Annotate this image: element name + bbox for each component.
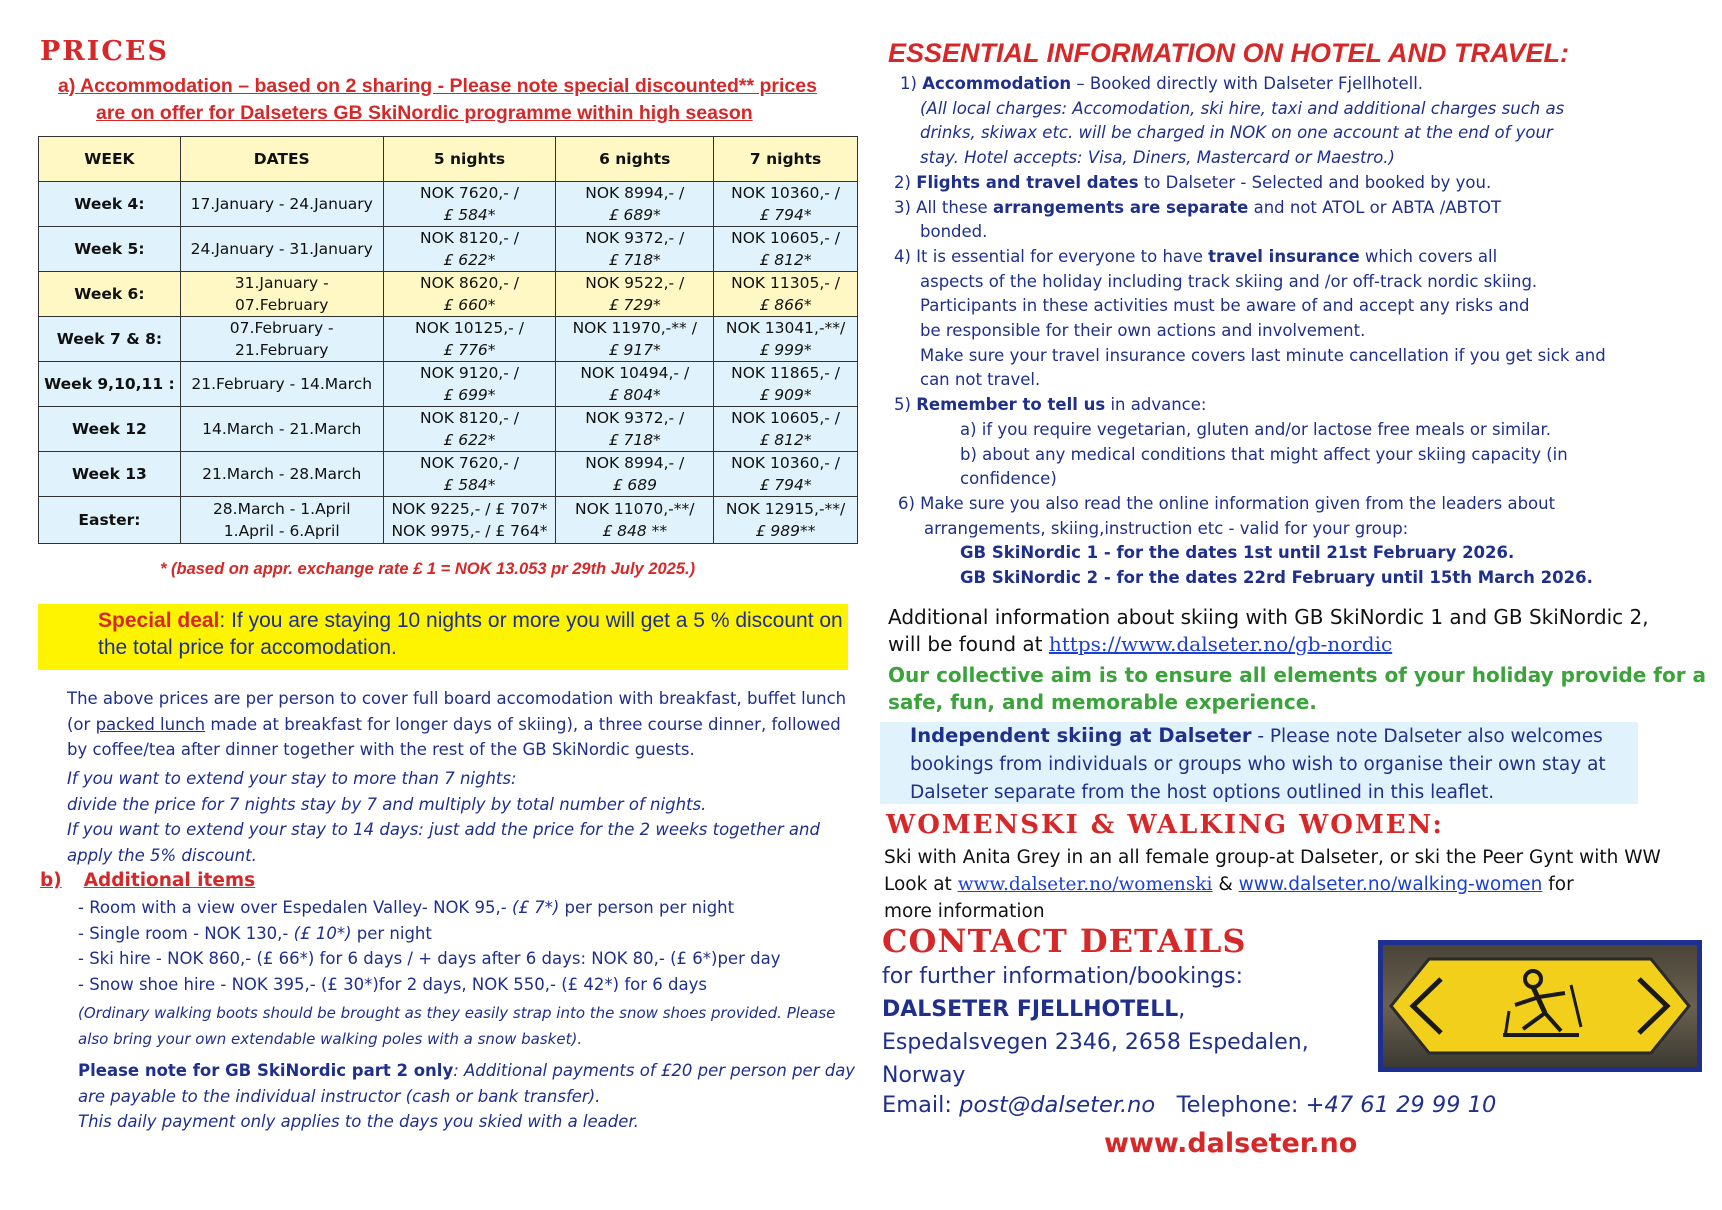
extend-line-2: divide the price for 7 nights stay by 7 and multiply by total number of nights. bbox=[67, 794, 707, 814]
date-range: 17.January - 24.January bbox=[190, 195, 373, 213]
gb-note-line3: This daily payment only applies to the days you skied with a leader. bbox=[78, 1112, 639, 1131]
independent-skiing-box bbox=[880, 722, 1638, 804]
header-dates: DATES bbox=[180, 137, 383, 182]
price-gbp: £ 848 ** bbox=[602, 522, 668, 540]
list-item-text: per night bbox=[351, 923, 432, 943]
price-nok: NOK 11070,-**/ bbox=[575, 500, 695, 518]
price-cell-c5 bbox=[383, 497, 556, 544]
header-5-nights: 5 nights bbox=[383, 137, 556, 182]
week-label: Week 5: bbox=[74, 240, 145, 258]
price-gbp: £ 689* bbox=[608, 206, 661, 224]
table-row bbox=[39, 227, 858, 272]
price-cell-c7 bbox=[714, 227, 858, 272]
price-gbp: £ 584* bbox=[443, 206, 496, 224]
price-nok: NOK 9372,- / bbox=[585, 229, 685, 247]
price-nok: NOK 10605,- / bbox=[731, 409, 840, 427]
dates-cell bbox=[180, 227, 383, 272]
packed-lunch-link[interactable]: packed lunch bbox=[95, 714, 206, 734]
info-item-5: 5) Remember to tell us in advance: bbox=[894, 395, 1207, 415]
price-cell-c7 bbox=[714, 362, 858, 407]
gb-note-rest: : Additional payments of £20 per person per day are payable to the individual instructor (cash or bank transfer). bbox=[78, 1061, 856, 1106]
week-label: Week 13 bbox=[72, 465, 147, 483]
date-range: 07.February - bbox=[229, 319, 334, 337]
price-nok: NOK 10360,- / bbox=[731, 454, 840, 472]
table-row bbox=[39, 497, 858, 544]
price-nok: NOK 8994,- / bbox=[585, 184, 685, 202]
hotel-name: DALSETER FJELLHOTELL bbox=[882, 997, 1179, 1022]
gb-note-bold: Please note for GB SkiNordic part 2 only bbox=[78, 1061, 454, 1080]
website-link[interactable]: www.dalseter.no bbox=[1104, 1128, 1358, 1159]
price-gbp: NOK 9975,- / £ 764* bbox=[391, 522, 548, 540]
price-nok: NOK 11865,- / bbox=[731, 364, 840, 382]
info-item-4-cont: be responsible for their own actions and involvement. bbox=[920, 321, 1366, 341]
price-nok: NOK 8994,- / bbox=[585, 454, 685, 472]
prices-description bbox=[67, 686, 847, 763]
telephone-label: Telephone: bbox=[1155, 1092, 1306, 1118]
price-cell-c6 bbox=[556, 317, 714, 362]
independent-skiing-label: Independent skiing at Dalseter bbox=[910, 724, 1252, 747]
collective-aim: Our collective aim is to ensure all elements of your holiday provide for a safe, fun, and memorable experience. bbox=[888, 663, 1707, 714]
additional-items-heading bbox=[40, 870, 277, 891]
info-item-2: 2) Flights and travel dates to Dalseter - Selected and booked by you. bbox=[894, 172, 1492, 192]
info-item-4-cont: aspects of the holiday including track skiing and /or off-track nordic skiing. bbox=[920, 271, 1538, 291]
gb-nordic-link[interactable]: https://www.dalseter.no/gb-nordic bbox=[1048, 632, 1393, 656]
week-label: Week 7 & 8: bbox=[56, 330, 163, 348]
info-item-1-note: drinks, skiwax etc. will be charged in NOK on one account at the end of your bbox=[920, 123, 1553, 143]
week-cell bbox=[39, 227, 181, 272]
price-gbp: £ 689 bbox=[612, 476, 657, 494]
special-deal-box bbox=[38, 604, 848, 670]
list-item-text: - Ski hire - NOK 860,- (£ 66*) for 6 days / + days after 6 days: NOK 80,- (£ 6*)per day bbox=[78, 949, 781, 968]
extend-line-1: If you want to extend your stay to more than 7 nights: bbox=[67, 769, 517, 788]
dates-cell bbox=[180, 272, 383, 317]
price-cell-c6 bbox=[556, 182, 714, 227]
price-gbp: £ 622* bbox=[443, 251, 496, 269]
price-nok: NOK 7620,- / bbox=[419, 184, 519, 202]
list-item-text: (£ 7*) bbox=[511, 898, 560, 917]
price-nok: NOK 11970,-** / bbox=[572, 319, 697, 337]
info-item-1: 1) Accommodation – Booked directly with Dalseter Fjellhotell. bbox=[900, 74, 1424, 93]
date-range: 07.February bbox=[235, 296, 329, 314]
date-range: 31.January - bbox=[234, 274, 329, 292]
date-range: 24.January - 31.January bbox=[190, 240, 373, 258]
exchange-rate-footnote: * (based on appr. exchange rate £ 1 = NOK 13.053 pr 29th July 2025.) bbox=[160, 560, 696, 578]
gb-skinordic-1-dates: GB SkiNordic 1 - for the dates 1st until 21st February 2026. bbox=[960, 543, 1515, 563]
price-gbp: £ 660* bbox=[443, 296, 496, 314]
womenski-line3: more information bbox=[884, 901, 1045, 922]
info-item-4-cont: can not travel. bbox=[920, 370, 1041, 390]
price-cell-c6 bbox=[556, 227, 714, 272]
list-item-text: - Single room - NOK 130,- bbox=[78, 923, 294, 943]
price-gbp: £ 718* bbox=[608, 431, 661, 449]
price-nok: NOK 10494,- / bbox=[580, 364, 690, 382]
womenski-line1: Ski with Anita Grey in an all female group-at Dalseter, or ski the Peer Gynt with WW bbox=[884, 847, 1661, 868]
price-nok: NOK 10125,- / bbox=[415, 319, 524, 337]
price-nok: NOK 8620,- / bbox=[419, 274, 519, 292]
price-nok: NOK 9522,- / bbox=[585, 274, 685, 292]
date-range: 28.March - 1.April bbox=[212, 500, 351, 518]
price-nok: NOK 9372,- / bbox=[585, 409, 685, 427]
table-row bbox=[39, 452, 858, 497]
accommodation-subheading bbox=[58, 73, 858, 127]
price-cell-c5 bbox=[383, 452, 556, 497]
price-cell-c7 bbox=[714, 407, 858, 452]
contact-details: for further information/bookings: DALSETER FJELLHOTELL, Espedalsvegen 2346, 2658 Espedalen, Norway bbox=[882, 960, 1442, 1092]
additional-info-prefix: will be found at bbox=[888, 632, 1049, 656]
date-range: 21.February bbox=[235, 341, 329, 359]
additional-info-line1: Additional information about skiing with GB SkiNordic 1 and GB SkiNordic 2, bbox=[888, 605, 1649, 629]
price-gbp: £ 999* bbox=[759, 341, 812, 359]
prices-description-text: The above prices are per person to cover full board accomodation with breakfast, buffet lunch (or bbox=[67, 689, 847, 734]
date-range: 21.March - 28.March bbox=[202, 465, 362, 483]
ski-sign-photo bbox=[1378, 940, 1702, 1072]
price-cell-c7 bbox=[714, 317, 858, 362]
dates-cell bbox=[180, 317, 383, 362]
price-gbp: £ 812* bbox=[759, 251, 812, 269]
womenski-link[interactable]: www.dalseter.no/womenski bbox=[957, 874, 1213, 895]
info-item-4-cont: Make sure your travel insurance covers last minute cancellation if you get sick and bbox=[920, 345, 1606, 365]
date-range: 1.April - 6.April bbox=[223, 522, 340, 540]
table-row bbox=[39, 272, 858, 317]
price-gbp: £ 794* bbox=[759, 206, 812, 224]
prices-heading: PRICES bbox=[40, 36, 169, 67]
additional-items-title: Additional items bbox=[83, 870, 256, 891]
date-range: 14.March - 21.March bbox=[202, 420, 362, 438]
week-cell bbox=[39, 272, 181, 317]
email-phone-line bbox=[882, 1092, 1722, 1118]
womenski-ampersand: & bbox=[1212, 874, 1239, 895]
price-cell-c6 bbox=[556, 452, 714, 497]
list-item-text: - Room with a view over Espedalen Valley- NOK 95,- bbox=[78, 898, 512, 917]
price-cell-c6 bbox=[556, 407, 714, 452]
price-gbp: £ 866* bbox=[759, 296, 812, 314]
price-cell-c5 bbox=[383, 272, 556, 317]
price-cell-c7 bbox=[714, 182, 858, 227]
week-cell bbox=[39, 407, 181, 452]
womenski-info bbox=[884, 844, 1722, 925]
essential-info-heading: ESSENTIAL INFORMATION ON HOTEL AND TRAVEL: bbox=[888, 38, 1569, 68]
price-nok: NOK 9120,- / bbox=[419, 364, 519, 382]
price-cell-c6 bbox=[556, 497, 714, 544]
info-item-1-note: stay. Hotel accepts: Visa, Diners, Mastercard or Maestro.) bbox=[920, 148, 1395, 168]
list-item bbox=[78, 895, 858, 921]
price-nok: NOK 11305,- / bbox=[731, 274, 840, 292]
price-cell-c5 bbox=[383, 182, 556, 227]
list-item-text: per person per night bbox=[559, 898, 735, 917]
price-nok: NOK 13041,-**/ bbox=[725, 319, 846, 337]
dates-cell bbox=[180, 182, 383, 227]
prices-description-text-end: made at breakfast for longer days of skiing), a three course dinner, followed by coffee/tea after dinner together with the rest of the GB SkiNordic guests. bbox=[67, 714, 841, 759]
price-gbp: £ 812* bbox=[759, 431, 812, 449]
info-item-3-cont: bonded. bbox=[920, 222, 988, 242]
price-cell-c5 bbox=[383, 317, 556, 362]
week-label: Week 6: bbox=[74, 285, 145, 303]
price-cell-c7 bbox=[714, 497, 858, 544]
price-nok: NOK 12915,-**/ bbox=[725, 500, 846, 518]
hotel-country: Norway bbox=[882, 1063, 966, 1088]
table-row bbox=[39, 362, 858, 407]
price-nok: NOK 10360,- / bbox=[731, 184, 840, 202]
week-cell bbox=[39, 317, 181, 362]
week-cell bbox=[39, 497, 181, 544]
price-gbp: £ 776* bbox=[443, 341, 496, 359]
accommodation-subheading-line1: a) Accommodation – based on 2 sharing - Please note special discounted** prices bbox=[58, 75, 817, 97]
info-item-5b-cont: confidence) bbox=[960, 469, 1057, 489]
price-gbp: £ 718* bbox=[608, 251, 661, 269]
dates-cell bbox=[180, 362, 383, 407]
price-cell-c5 bbox=[383, 227, 556, 272]
info-item-4-cont: Participants in these activities must be aware of and accept any risks and bbox=[920, 296, 1530, 316]
price-gbp: £ 622* bbox=[443, 431, 496, 449]
price-nok: NOK 8120,- / bbox=[419, 409, 519, 427]
info-item-5b: b) about any medical conditions that might affect your skiing capacity (in bbox=[960, 444, 1568, 464]
contact-intro: for further information/bookings: bbox=[882, 964, 1244, 989]
price-gbp: £ 794* bbox=[759, 476, 812, 494]
price-cell-c5 bbox=[383, 362, 556, 407]
special-deal-text: : If you are staying 10 nights or more you will get a 5 % discount on the total price for accomodation. bbox=[98, 609, 843, 659]
price-gbp: £ 699* bbox=[443, 386, 496, 404]
price-nok: NOK 9225,- / £ 707* bbox=[391, 500, 548, 518]
womenski-for: for bbox=[1542, 874, 1574, 895]
extend-line-3: If you want to extend your stay to 14 days: just add the price for the 2 weeks together and apply the 5% discount. bbox=[67, 820, 820, 865]
price-cell-c7 bbox=[714, 452, 858, 497]
additional-items-prefix: b) bbox=[40, 870, 62, 891]
accommodation-subheading-line2: are on offer for Dalseters GB SkiNordic programme within high season bbox=[96, 102, 753, 124]
list-item bbox=[78, 946, 858, 972]
womenski-prefix: Look at bbox=[884, 874, 958, 895]
week-label: Week 12 bbox=[72, 420, 147, 438]
header-6-nights: 6 nights bbox=[556, 137, 714, 182]
week-cell bbox=[39, 452, 181, 497]
dates-cell bbox=[180, 407, 383, 452]
essential-info-list bbox=[894, 72, 1700, 591]
info-item-4: 4) It is essential for everyone to have travel insurance which covers all bbox=[894, 246, 1498, 266]
week-cell bbox=[39, 182, 181, 227]
ski-trail-sign-icon bbox=[1383, 945, 1697, 1067]
additional-information bbox=[888, 604, 1708, 658]
womenski-heading: WOMENSKI & WALKING WOMEN: bbox=[886, 810, 1444, 840]
special-deal-label: Special deal bbox=[98, 609, 220, 632]
table-row bbox=[39, 317, 858, 362]
walking-women-link[interactable]: www.dalseter.no/walking-women bbox=[1238, 874, 1543, 895]
price-table bbox=[38, 136, 858, 544]
price-table-header bbox=[39, 137, 858, 182]
price-nok: NOK 10605,- / bbox=[731, 229, 840, 247]
list-item-text: - Snow shoe hire - NOK 395,- (£ 30*)for 2 days, NOK 550,- (£ 42*) for 6 days bbox=[78, 974, 707, 994]
price-gbp: £ 804* bbox=[608, 386, 661, 404]
additional-items-list bbox=[78, 895, 858, 997]
price-gbp: £ 729* bbox=[608, 296, 661, 314]
week-label: Week 4: bbox=[74, 195, 145, 213]
info-item-6: 6) Make sure you also read the online information given from the leaders about bbox=[898, 493, 1556, 513]
price-gbp: £ 917* bbox=[608, 341, 661, 359]
extend-stay-info bbox=[67, 766, 847, 868]
header-week: WEEK bbox=[39, 137, 181, 182]
telephone-number[interactable]: +47 61 29 99 10 bbox=[1305, 1092, 1497, 1118]
price-cell-c6 bbox=[556, 272, 714, 317]
gb-skinordic-note bbox=[78, 1058, 878, 1135]
dates-cell bbox=[180, 452, 383, 497]
info-item-5a: a) if you require vegetarian, gluten and/or lactose free meals or similar. bbox=[960, 419, 1552, 439]
independent-skiing-text: - Please note Dalseter also welcomes bookings from individuals or groups who wish to organise their own stay at Dalseter separate from the host options outlined in this leaflet. bbox=[910, 726, 1606, 803]
week-cell bbox=[39, 362, 181, 407]
week-label: Easter: bbox=[78, 511, 141, 529]
info-item-1-note: (All local charges: Accomodation, ski hire, taxi and additional charges such as bbox=[920, 98, 1565, 118]
email-link[interactable]: post@dalseter.no bbox=[959, 1092, 1156, 1118]
hotel-address: Espedalsvegen 2346, 2658 Espedalen, bbox=[882, 1030, 1309, 1055]
contact-heading: CONTACT DETAILS bbox=[882, 922, 1247, 960]
table-row bbox=[39, 182, 858, 227]
dates-cell bbox=[180, 497, 383, 544]
price-cell-c5 bbox=[383, 407, 556, 452]
price-nok: NOK 8120,- / bbox=[419, 229, 519, 247]
date-range: 21.February - 14.March bbox=[191, 375, 373, 393]
price-nok: NOK 7620,- / bbox=[419, 454, 519, 472]
table-row bbox=[39, 407, 858, 452]
header-7-nights: 7 nights bbox=[714, 137, 858, 182]
price-cell-c7 bbox=[714, 272, 858, 317]
price-gbp: £ 584* bbox=[443, 476, 496, 494]
week-label: Week 9,10,11 : bbox=[44, 375, 175, 393]
email-label: Email: bbox=[882, 1092, 960, 1118]
price-cell-c6 bbox=[556, 362, 714, 407]
price-gbp: £ 909* bbox=[759, 386, 812, 404]
list-item-text: (£ 10*) bbox=[293, 923, 352, 943]
snow-shoe-note: (Ordinary walking boots should be brought as they easily strap into the snow shoes provided. Please also bring your own extendable walking poles with a snow basket). bbox=[78, 1004, 836, 1048]
list-item bbox=[78, 921, 858, 947]
price-gbp: £ 989** bbox=[755, 522, 816, 540]
list-item bbox=[78, 972, 858, 998]
gb-skinordic-2-dates: GB SkiNordic 2 - for the dates 22rd February until 15th March 2026. bbox=[960, 568, 1593, 588]
info-item-6-cont: arrangements, skiing,instruction etc - valid for your group: bbox=[924, 518, 1409, 538]
info-item-3: 3) All these arrangements are separate and not ATOL or ABTA /ABTOT bbox=[894, 197, 1502, 217]
